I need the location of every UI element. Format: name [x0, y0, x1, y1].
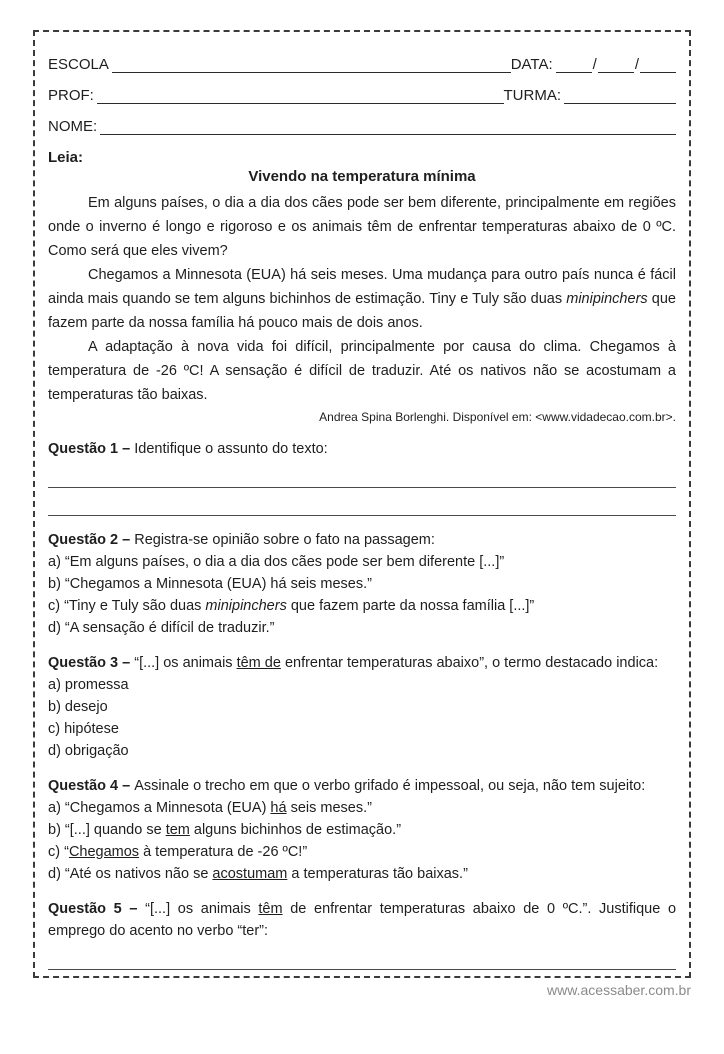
text-segment: d) “Até os nativos não se	[48, 866, 213, 882]
text-segment: A adaptação à nova vida foi difícil, principalmente por causa do clima. Chegamos à temperatura de -26 ºC! A sensação é difícil de traduzir. Até os nativos não se acostumam a temperaturas tão baixas.	[48, 339, 676, 403]
text-segment: c) “	[48, 844, 69, 860]
header-row-school	[48, 42, 676, 73]
worksheet-page	[0, 30, 724, 1054]
answer-line	[48, 488, 676, 516]
questions-section	[48, 438, 676, 970]
date-blank-month	[598, 57, 634, 73]
text-segment: minipinchers	[205, 598, 287, 614]
date-separator: /	[634, 56, 639, 73]
question-prompt	[48, 652, 676, 674]
text-segment: a) promessa	[48, 677, 129, 693]
school-label: ESCOLA	[48, 56, 109, 73]
question-option	[48, 740, 676, 762]
date-blank-day	[556, 57, 592, 73]
question-prompt	[48, 529, 676, 551]
question-option	[48, 797, 676, 819]
question-option	[48, 617, 676, 639]
question-prompt	[48, 898, 676, 942]
question-block-4	[48, 775, 676, 885]
teacher-label: PROF:	[48, 87, 94, 104]
question-label: Questão 3 –	[48, 655, 135, 671]
question-label: Questão 2 –	[48, 532, 135, 548]
text-segment: a temperaturas tão baixas.”	[287, 866, 468, 882]
header-row-teacher	[48, 73, 676, 104]
text-segment: há	[270, 800, 287, 816]
answer-line	[48, 942, 676, 970]
text-segment: Assinale o trecho em que o verbo grifado é impessoal, ou seja, não tem sujeito:	[134, 778, 646, 794]
text-segment: tem	[165, 822, 190, 838]
text-segment: à temperatura de -26 ºC!”	[139, 844, 308, 860]
story-paragraph	[48, 263, 676, 335]
text-segment: b) “Chegamos a Minnesota (EUA) há seis meses.”	[48, 576, 372, 592]
text-segment: alguns bichinhos de estimação.”	[189, 822, 402, 838]
text-segment: “[...] os animais	[134, 655, 237, 671]
text-segment: seis meses.”	[286, 800, 372, 816]
question-label: Questão 5 –	[48, 901, 146, 917]
question-option	[48, 819, 676, 841]
text-segment: enfrentar temperaturas abaixo”, o termo destacado indica:	[280, 655, 659, 671]
read-instruction: Leia:	[48, 149, 84, 166]
question-label: Questão 1 –	[48, 441, 135, 457]
text-segment: Em alguns países, o dia a dia dos cães pode ser bem diferente, principalmente em regiões onde o inverno é longo e rigoroso e os animais têm de enfrentar temperaturas abaixo de 0 ºC. Como será que eles vivem?	[48, 195, 676, 259]
date-blank-year	[640, 57, 676, 73]
text-segment: a) “Em alguns países, o dia a dia dos cães pode ser bem diferente [...]”	[48, 554, 505, 570]
question-block-2	[48, 529, 676, 639]
text-segment: Identifique o assunto do texto:	[134, 441, 328, 457]
question-block-1	[48, 438, 676, 516]
text-segment: que fazem parte da nossa família há pouco mais de dois anos.	[48, 291, 676, 331]
date-label: DATA:	[510, 56, 553, 73]
question-option	[48, 718, 676, 740]
text-segment: minipinchers	[566, 291, 648, 307]
answer-line	[48, 460, 676, 488]
class-blank	[564, 88, 676, 104]
question-option	[48, 551, 676, 573]
question-option	[48, 573, 676, 595]
text-segment: Chegamos a Minnesota (EUA) há seis meses. Uma mudança para outro país nunca é fácil ainda mais quando se tem alguns bichinhos de estimação. Tiny e Tuly são duas	[48, 267, 676, 307]
question-block-3	[48, 652, 676, 762]
text-segment: têm de	[236, 655, 281, 671]
reading-passage	[48, 191, 676, 407]
question-prompt	[48, 775, 676, 797]
text-segment: têm	[258, 901, 283, 917]
question-label: Questão 4 –	[48, 778, 135, 794]
text-segment: b) desejo	[48, 699, 108, 715]
name-label: NOME:	[48, 118, 98, 135]
reading-title: Vivendo na temperatura mínima	[248, 168, 476, 185]
text-segment: acostumam	[212, 866, 288, 882]
school-blank	[112, 57, 511, 73]
question-block-5	[48, 898, 676, 970]
name-blank	[100, 119, 676, 135]
text-segment: b) “[...] quando se	[48, 822, 166, 838]
question-option	[48, 674, 676, 696]
text-segment: que fazem parte da nossa família [...]”	[286, 598, 535, 614]
text-segment: a) “Chegamos a Minnesota (EUA)	[48, 800, 271, 816]
header-row-name	[48, 104, 676, 135]
worksheet-sheet	[33, 30, 691, 978]
question-option	[48, 863, 676, 885]
text-segment: “[...] os animais	[145, 901, 259, 917]
source-credit: Andrea Spina Borlenghi. Disponível em: <www.vidadecao.com.br>.	[319, 410, 676, 424]
text-segment: d) “A sensação é difícil de traduzir.”	[48, 620, 275, 636]
footer-site-url: www.acessaber.com.br	[547, 982, 691, 998]
text-segment: Registra-se opinião sobre o fato na passagem:	[134, 532, 435, 548]
text-segment: c) hipótese	[48, 721, 119, 737]
class-label: TURMA:	[503, 87, 561, 104]
teacher-blank	[97, 88, 504, 104]
story-paragraph	[48, 335, 676, 407]
text-segment: de enfrentar temperaturas abaixo de 0 ºC.”. Justifique o emprego do acento no verbo “ter”:	[48, 901, 677, 939]
story-paragraph	[48, 191, 676, 263]
text-segment: d) obrigação	[48, 743, 129, 759]
question-option	[48, 595, 676, 617]
text-segment: Chegamos	[68, 844, 140, 860]
question-prompt	[48, 438, 676, 460]
date-separator: /	[592, 56, 597, 73]
question-option	[48, 841, 676, 863]
text-segment: c) “Tiny e Tuly são duas	[48, 598, 206, 614]
question-option	[48, 696, 676, 718]
